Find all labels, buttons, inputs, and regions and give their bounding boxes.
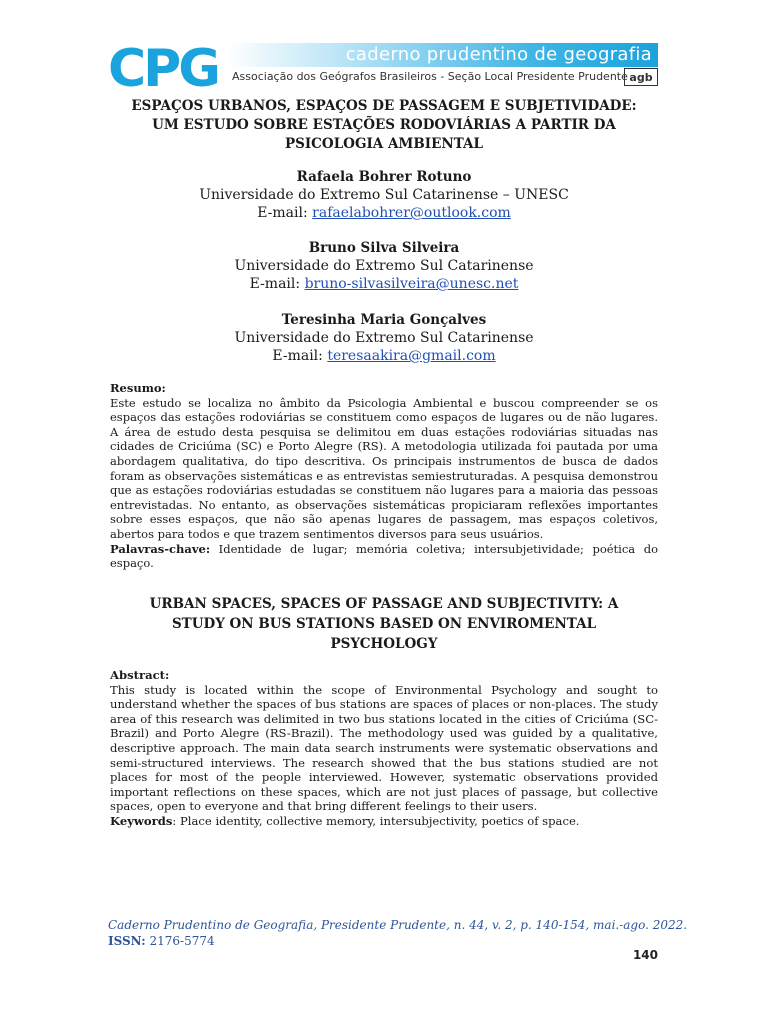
email-label: E-mail: — [272, 348, 328, 364]
title-line: PSICOLOGIA AMBIENTAL — [284, 136, 484, 152]
title-portuguese — [90, 97, 678, 154]
citation: Caderno Prudentino de Geografia, Presidente Prudente, n. 44, v. 2, p. 140-154, mai.-ago. 2022. — [108, 918, 688, 932]
journal-header — [108, 40, 660, 90]
author-email-link[interactable]: bruno-silvasilveira@unesc.net — [304, 276, 519, 292]
page-number: 140 — [632, 948, 658, 962]
title-line: ESPAÇOS URBANOS, ESPAÇOS DE PASSAGEM E SUBJETIVIDADE: — [131, 98, 637, 114]
abstract-section — [110, 668, 658, 829]
author-affiliation: Universidade do Extremo Sul Catarinense — [234, 330, 534, 346]
abstract-body: This study is located within the scope of Environmental Psychology and sought to understand whether the spaces of bus stations are spaces of places or non-places. The study area of this research was delimited in two bus stations located in the cities of Criciúma (SC-Brazil) and Porto Alegre (RS-Brazil). The methodology used was guided by a qualitative, descriptive approach. The main data search instruments were systematic observations and semi-structured interviews. The research showed that the bus stations studied are not places for most of the people interviewed. However, systematic observations provided important reflections on these spaces, which are not just places of passage, but collective spaces, open to everyone and that bring different feelings to their users. — [110, 682, 658, 814]
author-name: Teresinha Maria Gonçalves — [281, 312, 487, 328]
journal-name: caderno prudentino de geografia — [345, 44, 652, 65]
author-name: Bruno Silva Silveira — [308, 240, 460, 256]
author-block — [90, 168, 678, 222]
author-email-line — [90, 347, 678, 365]
resumo-heading: Resumo: — [110, 381, 166, 395]
author-email-line — [90, 204, 678, 222]
svg-text:CPG: CPG — [108, 40, 218, 90]
svg-text:agb: agb — [629, 71, 653, 84]
agb-logo — [624, 68, 658, 86]
email-label: E-mail: — [249, 276, 305, 292]
email-label: E-mail: — [257, 205, 313, 221]
author-affiliation: Universidade do Extremo Sul Catarinense — [234, 258, 534, 274]
abstract-keywords — [110, 814, 658, 829]
resumo-keywords — [110, 542, 658, 571]
abstract-heading: Abstract: — [110, 668, 170, 682]
resumo-body: Este estudo se localiza no âmbito da Psicologia Ambiental e buscou compreender se os espaços das estações rodoviárias se constituem como espaços de lugares ou de não lugares. A área de estudo desta pesquisa se delimitou em duas estações rodoviárias situadas nas cidades de Criciúma (SC) e Porto Alegre (RS). A metodologia utilizada foi pautada por uma abordagem qualitativa, do tipo descritiva. Os principais instrumentos de busca de dados foram as observações sistemáticas e as entrevistas semiestruturadas. A pesquisa demonstrou que as estações rodoviárias estudadas se constituem não lugares para a maioria das pessoas entrevistadas. No entanto, as observações sistemáticas propiciaram reflexões importantes sobre esses espaços, que não são apenas lugares de passagem, mas espaços coletivos, abertos para todos e que trazem sentimentos diversos para seus usuários. — [110, 395, 658, 541]
title-english — [90, 594, 678, 654]
issn-number: 2176-5774 — [145, 934, 215, 948]
keywords-text: Identidade de lugar; memória coletiva; intersubjetividade; poética do espaço. — [110, 541, 658, 571]
author-email-link[interactable]: teresaakira@gmail.com — [327, 348, 496, 364]
association-name: Associação dos Geógrafos Brasileiros - Seção Local Presidente Prudente — [232, 70, 628, 83]
keywords-label: Keywords — [110, 813, 173, 828]
issn-label: ISSN: — [108, 934, 146, 948]
author-block — [90, 239, 678, 293]
issn — [108, 933, 687, 949]
title-line: PSYCHOLOGY — [330, 636, 438, 652]
resumo-section — [110, 381, 658, 571]
title-line: URBAN SPACES, SPACES OF PASSAGE AND SUBJECTIVITY: A — [149, 596, 619, 612]
keywords-text: : Place identity, collective memory, intersubjectivity, poetics of space. — [172, 813, 580, 828]
title-line: STUDY ON BUS STATIONS BASED ON ENVIROMENTAL — [171, 616, 597, 632]
title-line: UM ESTUDO SOBRE ESTAÇÕES RODOVIÁRIAS A PARTIR DA — [152, 117, 616, 133]
author-email-line — [90, 275, 678, 293]
page-footer — [108, 917, 687, 949]
author-block — [90, 311, 678, 365]
cpg-logo — [108, 40, 226, 90]
author-affiliation: Universidade do Extremo Sul Catarinense – UNESC — [199, 187, 569, 203]
keywords-label: Palavras-chave: — [110, 541, 211, 556]
journal-banner — [226, 43, 658, 67]
author-email-link[interactable]: rafaelabohrer@outlook.com — [312, 205, 511, 221]
author-name: Rafaela Bohrer Rotuno — [296, 169, 472, 185]
